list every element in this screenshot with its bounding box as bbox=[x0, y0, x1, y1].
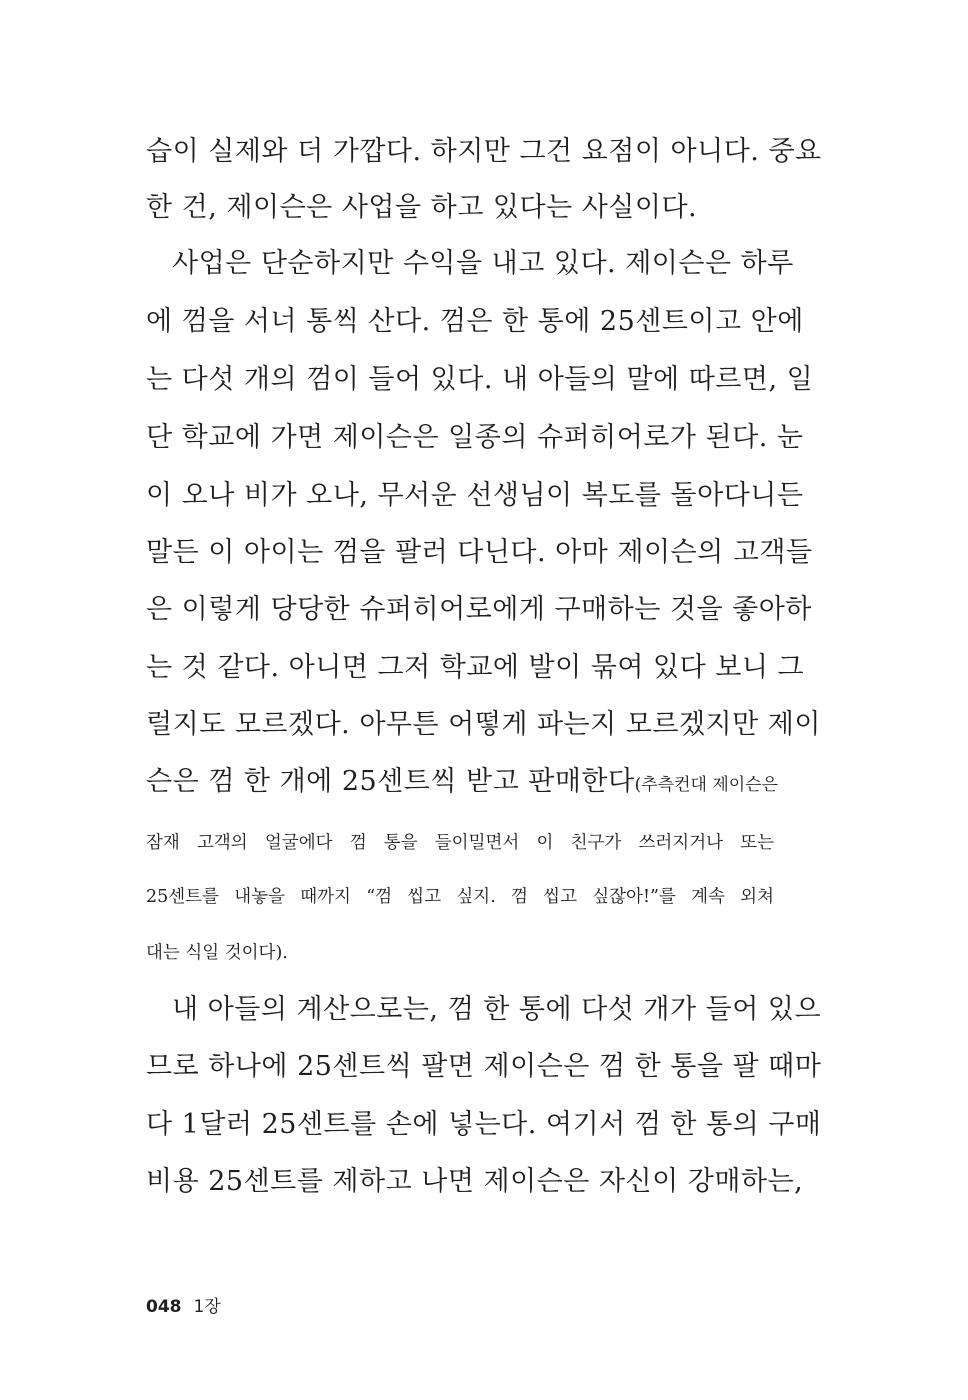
text-line: 한 건, 제이슨은 사업을 하고 있다는 사실이다. bbox=[146, 192, 698, 223]
page-number: 048 bbox=[146, 1297, 182, 1317]
text-line: 내 아들의 계산으로는, 껌 한 통에 다섯 개가 들어 있으 bbox=[172, 994, 822, 1025]
text-line-mixed bbox=[146, 764, 779, 803]
text-segment: 슨은 껌 한 개에 25센트씩 받고 판매한다 bbox=[146, 766, 635, 797]
text-line: 이 오나 비가 오나, 무서운 선생님이 복도를 돌아다니든 bbox=[146, 480, 804, 511]
footnote-segment: (추측컨대 제이슨은 bbox=[634, 775, 779, 795]
text-line: 는 것 같다. 아니면 그저 학교에 발이 묶여 있다 보니 그 bbox=[146, 652, 805, 683]
aside-line: 잠재 고객의 얼굴에다 껌 통을 들이밀면서 이 친구가 쓰러지거나 또는 bbox=[146, 833, 774, 853]
text-line: 습이 실제와 더 가깝다. 하지만 그건 요점이 아니다. 중요 bbox=[146, 136, 822, 167]
text-line: 럴지도 모르겠다. 아무튼 어떻게 파는지 모르겠지만 제이 bbox=[146, 709, 821, 740]
text-line: 말든 이 아이는 껌을 팔러 다닌다. 아마 제이슨의 고객들 bbox=[146, 537, 813, 568]
text-line: 므로 하나에 25센트씩 팔면 제이슨은 껌 한 통을 팔 때마 bbox=[146, 1051, 822, 1082]
text-line: 는 다섯 개의 껌이 들어 있다. 내 아들의 말에 따르면, 일 bbox=[146, 364, 814, 395]
text-line: 비용 25센트를 제하고 나면 제이슨은 자신이 강매하는, bbox=[146, 1166, 804, 1197]
text-line: 단 학교에 가면 제이슨은 일종의 슈퍼히어로가 된다. 눈 bbox=[146, 422, 804, 453]
aside-line: 25센트를 내놓을 때까지 “껌 씹고 싶지. 껌 씹고 싶잖아!”를 계속 외쳐 bbox=[146, 887, 774, 907]
text-line: 은 이렇게 당당한 슈퍼히어로에게 구매하는 것을 좋아하 bbox=[146, 594, 812, 625]
text-line: 다 1달러 25센트를 손에 넣는다. 여기서 껌 한 통의 구매 bbox=[146, 1109, 822, 1140]
text-line: 사업은 단순하지만 수익을 내고 있다. 제이슨은 하루 bbox=[172, 248, 794, 279]
chapter-label: 1장 bbox=[193, 1297, 221, 1317]
text-line: 에 껌을 서너 통씩 산다. 껌은 한 통에 25센트이고 안에 bbox=[146, 306, 804, 337]
page-footer bbox=[146, 1292, 221, 1317]
aside-line: 대는 식일 것이다). bbox=[146, 943, 288, 963]
